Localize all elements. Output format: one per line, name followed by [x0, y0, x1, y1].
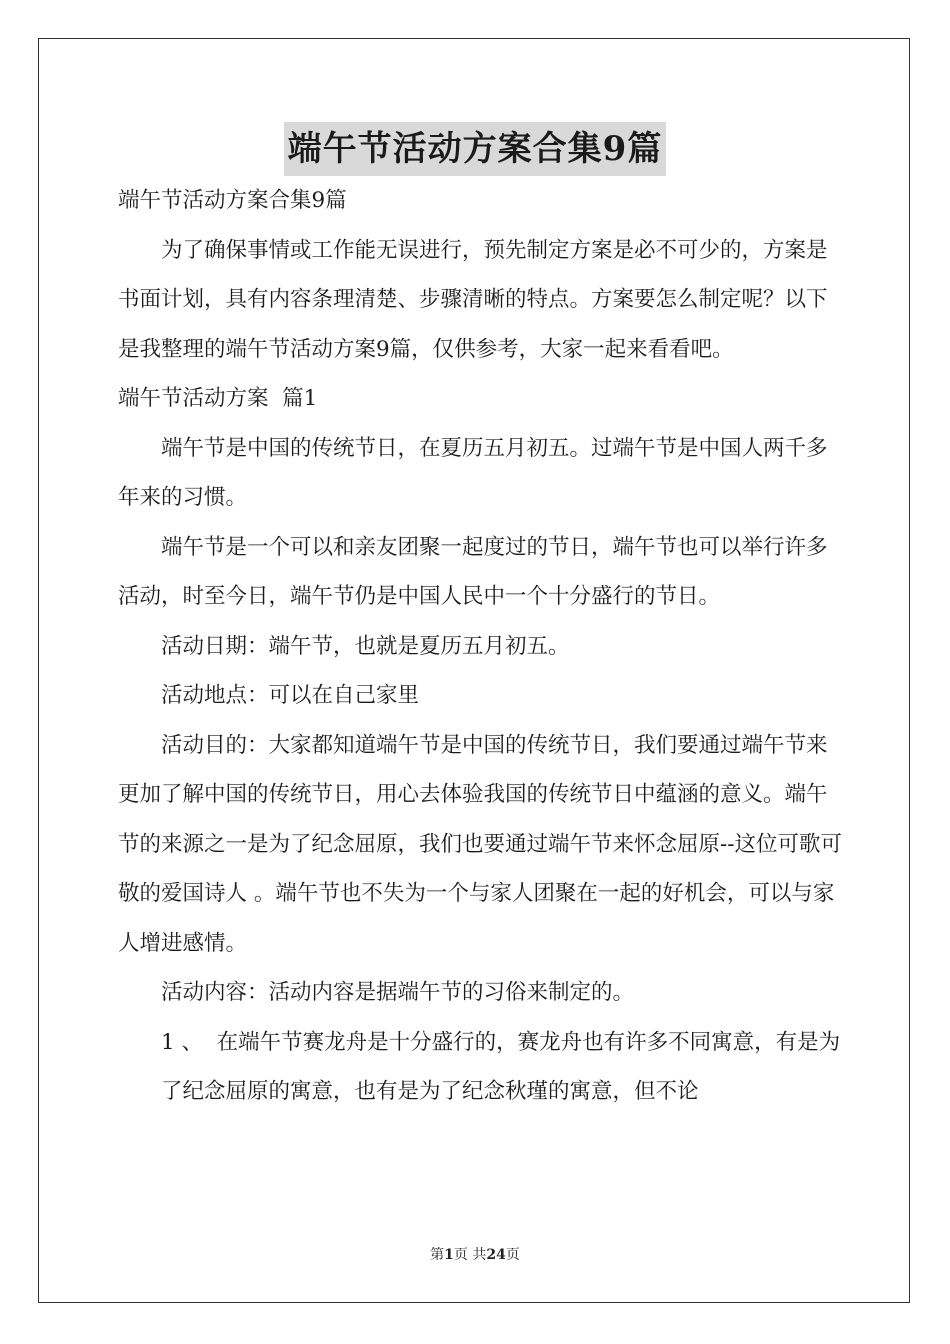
paragraph-activity-content: 活动内容：活动内容是据端午节的习俗来制定的。 [161, 980, 635, 1005]
page-prefix: 第 [430, 1247, 445, 1263]
document-body [118, 176, 846, 1117]
page-suffix: 页 [505, 1247, 520, 1263]
paragraph-subtitle: 端午节活动方案合集9篇 [118, 188, 347, 213]
page-footer [0, 1244, 950, 1264]
paragraph-activity-purpose: 活动目的：大家都知道端午节是中国的传统节日，我们要通过端午节来更加了解中国的传统节日，用心去体验我国的传统节日中蕴涵的意义。端午节的来源之一是为了纪念屈原，我们也要通过端午节来怀念屈原--这位可歌可敬的爱国诗人 。端午节也不失为一个与家人团聚在一起的好机会，可以与家人增进感情。 [118, 732, 843, 956]
section-heading: 端午节活动方案 篇1 [118, 386, 318, 411]
paragraph-intro: 为了确保事情或工作能无误进行，预先制定方案是必不可少的，方案是书面计划，具有内容条理清楚、步骤清晰的特点。方案要怎么制定呢？以下是我整理的端午节活动方案9篇，仅供参考，大家一起来看看吧。 [118, 237, 828, 362]
document-title-container [0, 122, 950, 176]
paragraph: 端午节是一个可以和亲友团聚一起度过的节日，端午节也可以举行许多活动，时至今日，端午节仍是中国人民中一个十分盛行的节日。 [118, 534, 828, 609]
paragraph: 端午节是中国的传统节日，在夏历五月初五。过端午节是中国人两千多年来的习惯。 [118, 435, 828, 510]
page-mid: 页 共 [453, 1247, 487, 1263]
current-page-number: 1 [444, 1247, 454, 1263]
paragraph-activity-date: 活动日期：端午节，也就是夏历五月初五。 [161, 633, 570, 659]
document-title: 端午节活动方案合集9篇 [284, 122, 667, 176]
total-page-number: 24 [486, 1247, 506, 1263]
list-item: 1 、 在端午节赛龙舟是十分盛行的，赛龙舟也有许多不同寓意，有是为了纪念屈原的寓意，也有是为了纪念秋瑾的寓意，但不论 [161, 1029, 841, 1104]
paragraph-activity-location: 活动地点：可以在自己家里 [161, 683, 420, 708]
